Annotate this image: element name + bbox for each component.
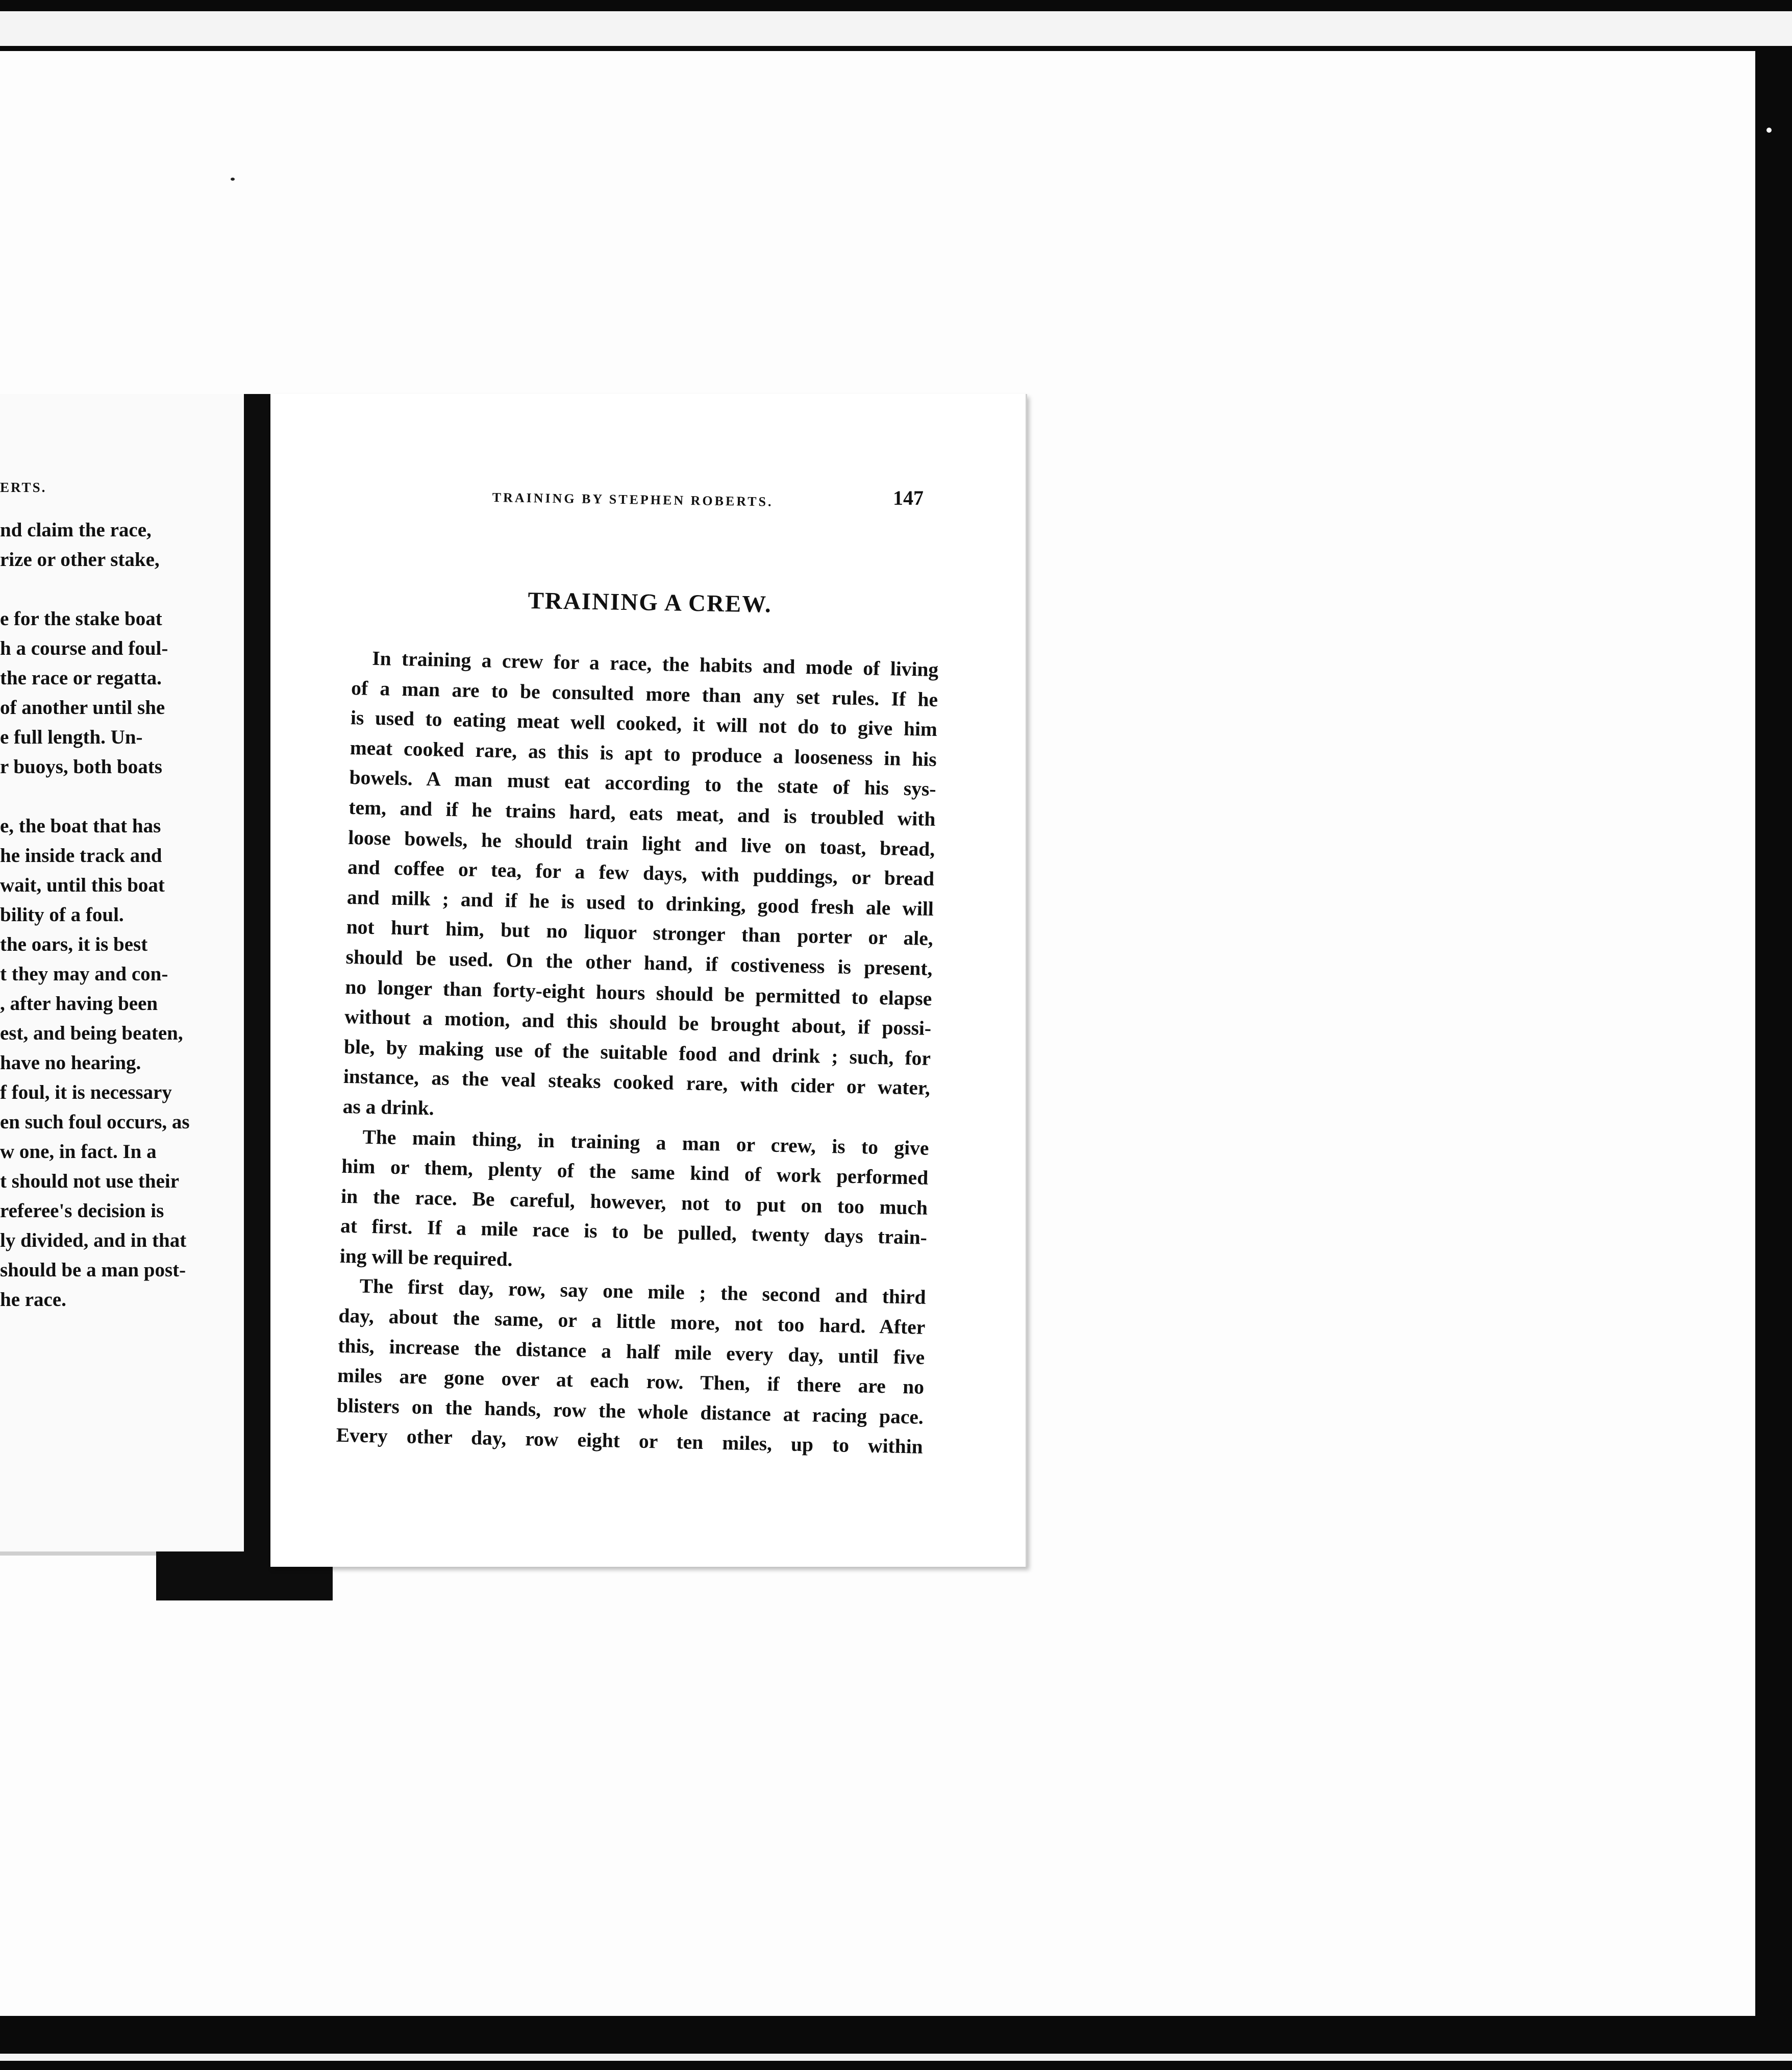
left-text-line: rize or other stake,	[0, 549, 160, 571]
left-text-line: w one, in fact. In a	[0, 1141, 157, 1163]
body-line: this, increase the distance a half mile every day, until five	[337, 1334, 925, 1369]
body-line: tem, and if he trains hard, eats meat, and is troubled with	[349, 796, 936, 830]
left-text-line: bility of a foul.	[0, 904, 124, 926]
right-page	[270, 394, 1027, 1567]
body-line: loose bowels, he should train light and live on toast, bread,	[347, 826, 935, 860]
body-line: The first day, row, say one mile ; the second and third	[359, 1275, 926, 1309]
left-text-line: e full length. Un-	[0, 726, 143, 748]
left-text-line: e for the stake boat	[0, 608, 162, 630]
left-text-line: h a course and foul-	[0, 637, 168, 659]
body-line: The main thing, in training a man or crew, is to give	[362, 1125, 929, 1160]
page-number: 147	[893, 486, 924, 509]
book-spine-shadow	[244, 394, 270, 1554]
body-line: him or them, plenty of the same kind of work performed	[341, 1154, 929, 1189]
body-line: should be used. On the other hand, if costiveness is present,	[345, 945, 933, 980]
left-text-line: est, and being beaten,	[0, 1022, 183, 1044]
body-line: and milk ; and if he is used to drinking, good fresh ale will	[346, 885, 934, 920]
left-text-line: en such foul occurs, as	[0, 1111, 190, 1133]
body-line: miles are gone over at each row. Then, if there are no	[337, 1364, 925, 1399]
dust-speck	[231, 178, 235, 181]
left-text-line: have no hearing.	[0, 1052, 141, 1074]
running-head: TRAINING BY STEPHEN ROBERTS.	[492, 490, 774, 509]
left-text-line: nd claim the race,	[0, 519, 152, 541]
left-text-line: should be a man post-	[0, 1259, 186, 1281]
left-text-line: of another until she	[0, 697, 165, 719]
scan-border-right	[1755, 46, 1792, 2016]
dust-speck	[1766, 128, 1772, 133]
body-line: ing will be required.	[339, 1244, 513, 1271]
body-line: Every other day, row eight or ten miles, up to within	[336, 1424, 924, 1459]
body-line: ble, by making use of the suitable food and drink ; such, for	[343, 1035, 931, 1070]
left-text-line: ly divided, and in that	[0, 1229, 187, 1251]
scan-border-top	[0, 0, 1792, 11]
body-line: and coffee or tea, for a few days, with puddings, or bread	[347, 856, 935, 891]
chapter-title: TRAINING A CREW.	[528, 587, 773, 618]
body-line: In training a crew for a race, the habits and mode of living	[371, 647, 939, 681]
left-text-line: , after having been	[0, 993, 158, 1015]
scan-border-band	[0, 46, 1755, 51]
left-text-line: he inside track and	[0, 845, 162, 867]
body-line: meat cooked rare, as this is apt to produce a looseness in his	[350, 736, 937, 771]
body-line: instance, as the veal steaks cooked rare, with cider or water,	[343, 1065, 931, 1100]
left-text-line: referee's decision is	[0, 1200, 164, 1222]
left-text-line: e, the boat that has	[0, 815, 161, 837]
body-line: day, about the same, or a little more, not too hard. After	[338, 1304, 926, 1339]
body-line: of a man are to be consulted more than any set rules. If he	[351, 676, 938, 711]
body-text	[336, 643, 939, 1462]
body-line: blisters on the hands, row the whole distance at racing pace.	[336, 1394, 924, 1428]
body-line: at first. If a mile race is to be pulled, twenty days train-	[340, 1215, 928, 1249]
left-facing-page	[0, 394, 244, 1552]
body-line: without a motion, and this should be brought about, if possi-	[344, 1005, 932, 1040]
left-text-line: f foul, it is necessary	[0, 1081, 172, 1103]
left-text-line: he race.	[0, 1289, 66, 1311]
scan-border-strip	[0, 2054, 1792, 2061]
left-text-line: r buoys, both boats	[0, 756, 162, 778]
scan-border-bottom	[0, 2016, 1792, 2070]
body-line: as a drink.	[342, 1095, 435, 1120]
body-line: bowels. A man must eat according to the state of his sys-	[349, 766, 936, 801]
body-line: is used to eating meat well cooked, it will not do to give him	[350, 706, 938, 741]
left-text-line: the oars, it is best	[0, 933, 148, 955]
left-text-line: the race or regatta.	[0, 667, 162, 689]
left-text-line: t should not use their	[0, 1170, 180, 1192]
body-line: not hurt him, but no liquor stronger than porter or ale,	[346, 916, 934, 950]
left-running-head: ERTS.	[0, 480, 47, 495]
body-line: in the race. Be careful, however, not to put on too much	[340, 1185, 928, 1219]
left-text-line: wait, until this boat	[0, 874, 165, 896]
body-line: no longer than forty-eight hours should be permitted to elapse	[345, 975, 932, 1010]
left-text-line: t they may and con-	[0, 963, 168, 985]
